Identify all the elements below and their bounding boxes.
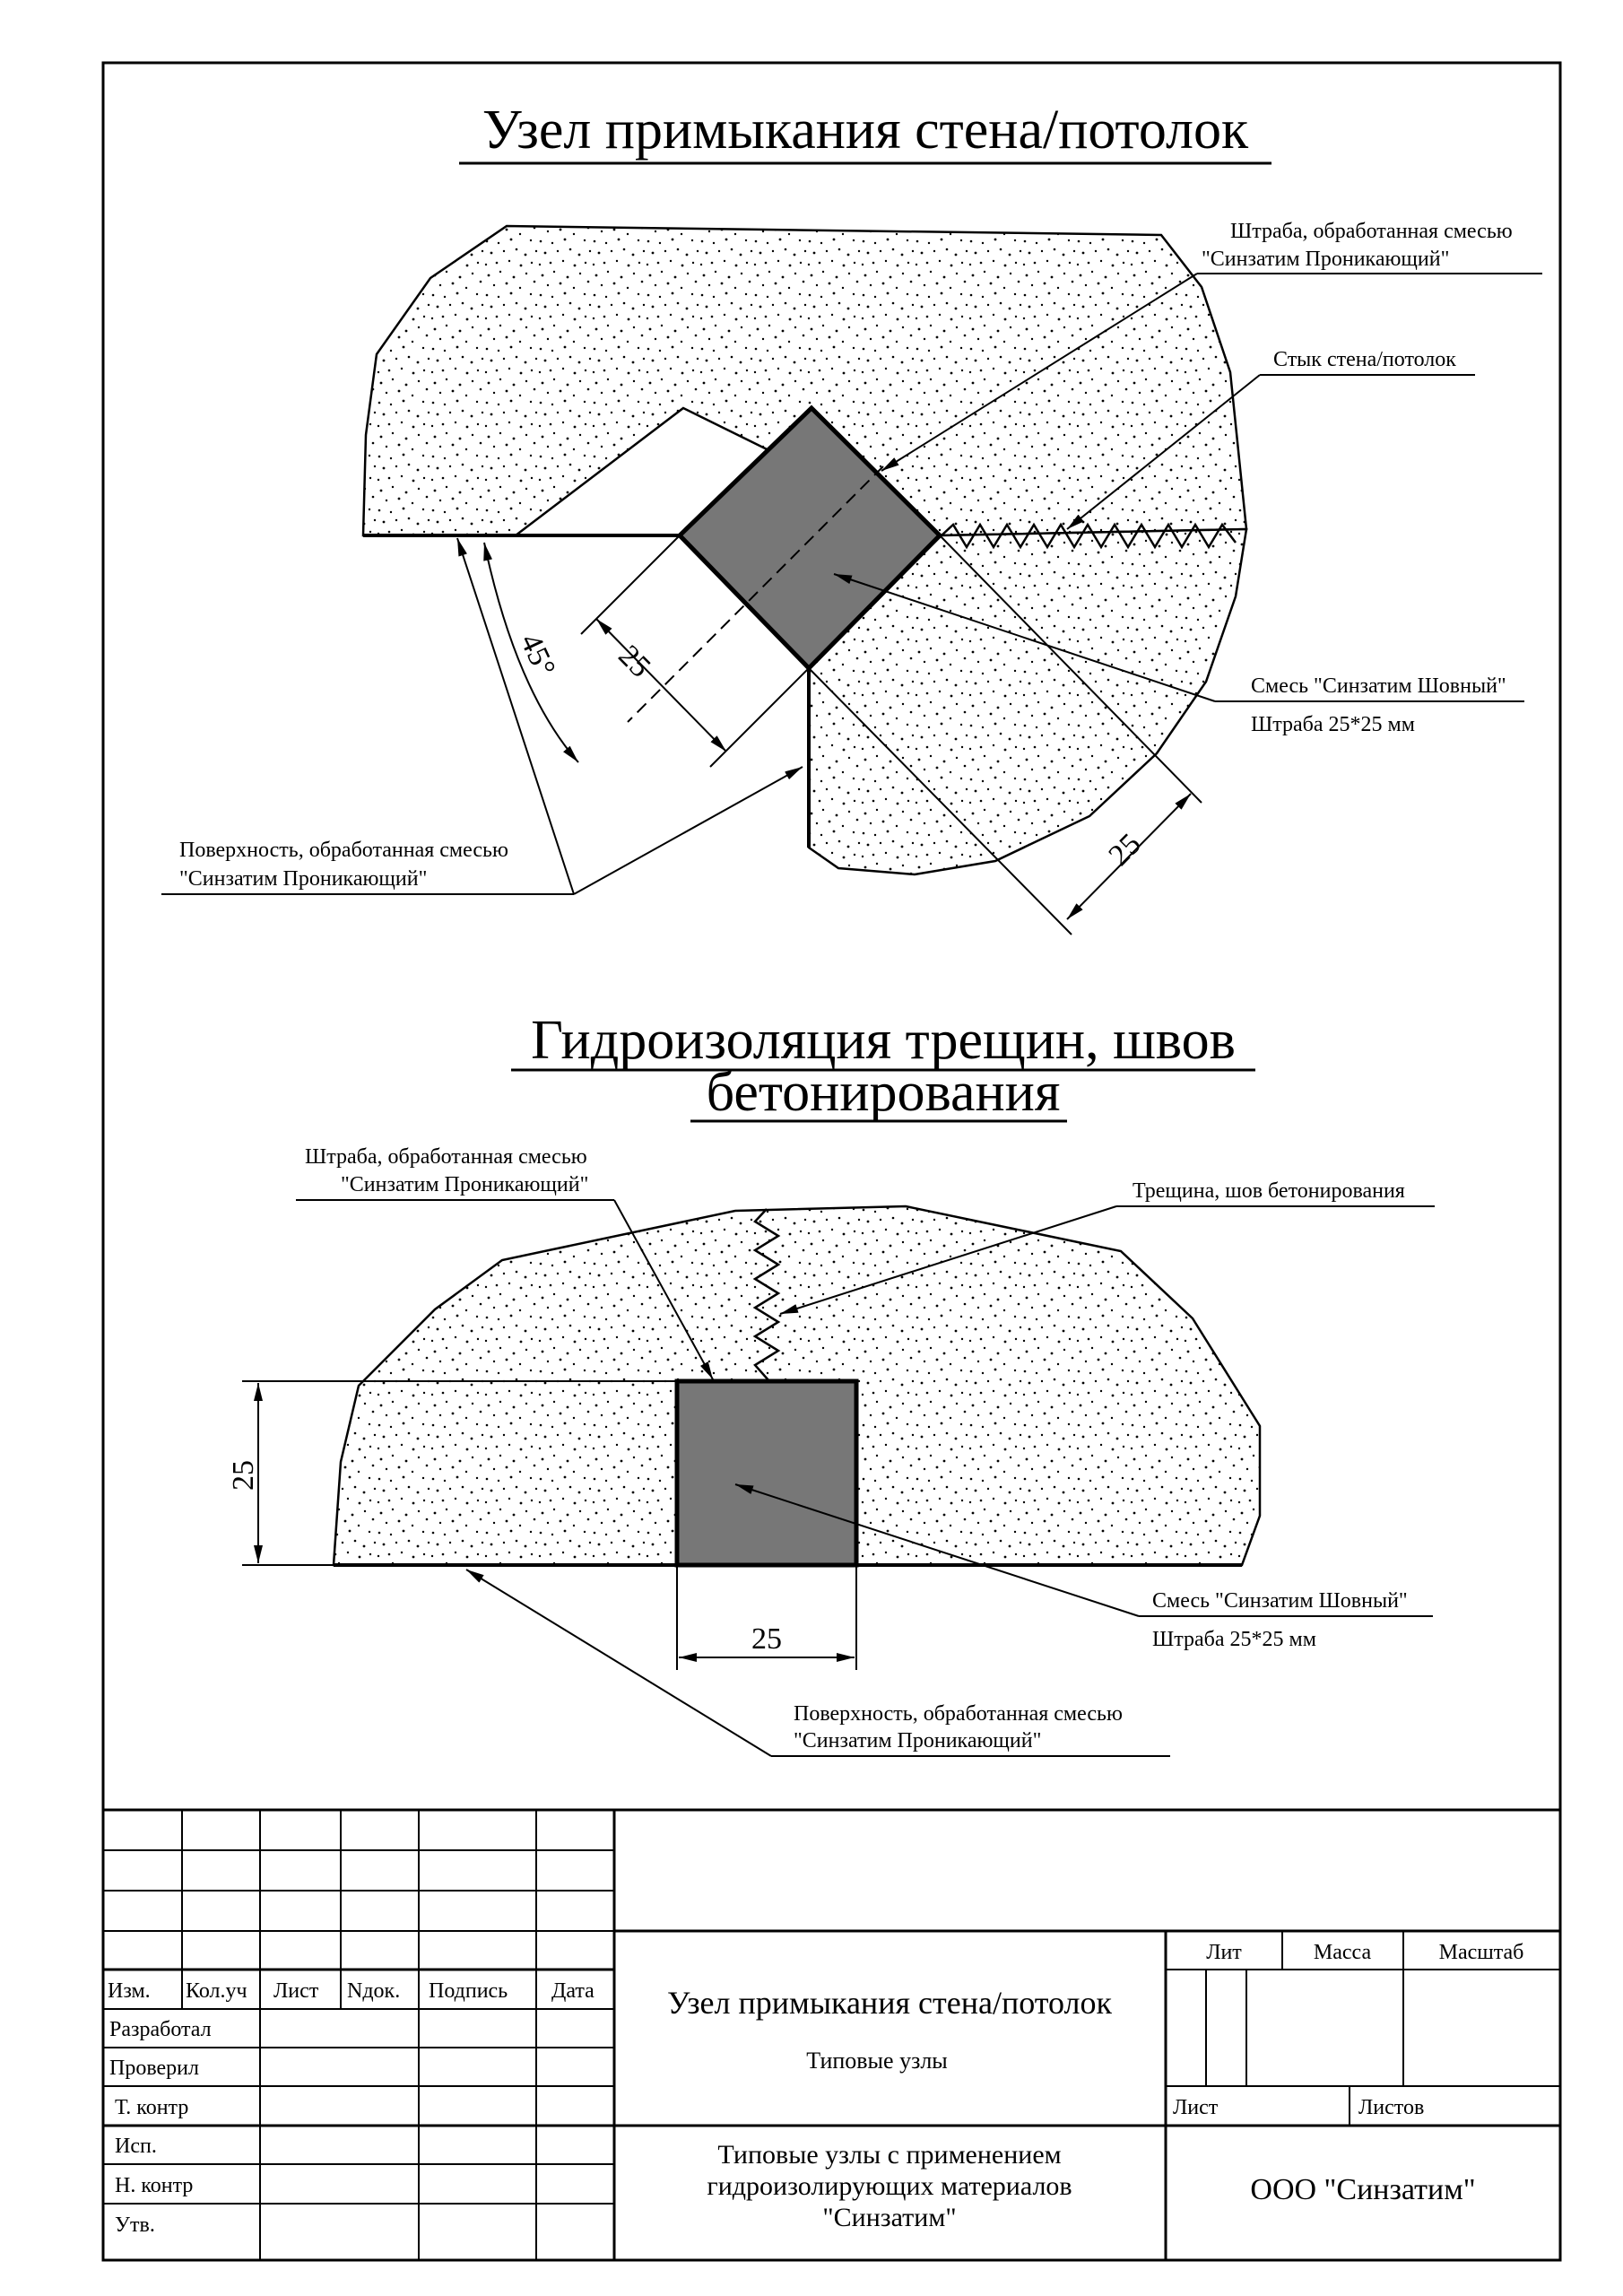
tb-sheets: Листов	[1358, 2096, 1425, 2119]
d2-label-surface-2: "Синзатим Проникающий"	[794, 1729, 1042, 1752]
dim-left-ext-2	[710, 668, 809, 767]
tb-role-developed: Разработал	[109, 2018, 212, 2041]
d1-label-surface-1: Поверхность, обработанная смесью	[179, 839, 508, 862]
d2-leader-surface	[466, 1570, 771, 1756]
d1-label-groove-treated-2: "Синзатим Проникающий"	[1202, 248, 1450, 271]
groove-filled-mix-2	[677, 1381, 856, 1565]
tb-drawing-subtitle: Типовые узлы	[806, 2048, 948, 2074]
tb-header-ndok: Nдок.	[347, 1979, 401, 2003]
drawing-1	[161, 100, 1542, 935]
d2-label-crack: Трещина, шов бетонирования	[1133, 1179, 1405, 1203]
drawing-2-title-2: бетонирования	[706, 1062, 1061, 1123]
tb-project-title-1: Типовые узлы с применением	[717, 2140, 1062, 2170]
tb-role-checked: Проверил	[109, 2057, 199, 2080]
drawing-2-title-1: Гидроизоляция трещин, швов	[531, 1010, 1236, 1071]
dim-left-value: 25	[612, 639, 657, 684]
drawing-2	[227, 1010, 1435, 1756]
tb-header-podpis: Подпись	[429, 1979, 508, 2003]
tb-company: ООО "Синзатим"	[1250, 2173, 1476, 2206]
d1-label-joint: Стык стена/потолок	[1273, 348, 1456, 371]
angle-value: 45°	[513, 629, 562, 682]
tb-role-executor: Исп.	[115, 2135, 157, 2158]
tb-project-title-2: гидроизолирующих материалов	[707, 2171, 1072, 2201]
dim-vertical-value: 25	[227, 1460, 260, 1491]
dim-horizontal-value: 25	[751, 1622, 782, 1656]
d2-label-groove-treated-1: Штраба, обработанная смесью	[305, 1145, 587, 1169]
title-block-text	[108, 1941, 1523, 2237]
tb-header-kol: Кол.уч	[186, 1979, 247, 2003]
d2-label-groove-treated-2: "Синзатим Проникающий"	[341, 1173, 589, 1196]
d1-leader-surface-to-wall	[574, 767, 803, 894]
dim-right-value: 25	[1102, 827, 1148, 873]
d1-label-surface-2: "Синзатим Проникающий"	[179, 867, 428, 891]
tb-header-data: Дата	[551, 1979, 595, 2003]
d1-label-groove-size: Штраба 25*25 мм	[1251, 713, 1415, 736]
angle-ext-line	[578, 634, 581, 762]
tb-sheet: Лист	[1173, 2096, 1219, 2119]
tb-header-list: Лист	[273, 1979, 319, 2003]
tb-role-tech-control: Т. контр	[115, 2096, 189, 2119]
dim-left-line	[596, 619, 726, 752]
d1-label-mix: Смесь "Синзатим Шовный"	[1251, 674, 1506, 698]
tb-drawing-name: Узел примыкания стена/потолок	[667, 1985, 1112, 2021]
drawing-1-title: Узел примыкания стена/потолок	[482, 100, 1249, 161]
tb-project-title-3: "Синзатим"	[822, 2203, 957, 2232]
tb-header-izm: Изм.	[108, 1979, 151, 2003]
tb-scale: Масштаб	[1438, 1941, 1524, 1964]
d2-label-groove-size: Штраба 25*25 мм	[1152, 1628, 1316, 1651]
tb-role-norm-control: Н. контр	[115, 2174, 194, 2197]
tb-role-approved: Утв.	[115, 2213, 155, 2237]
d2-label-mix: Смесь "Синзатим Шовный"	[1152, 1589, 1408, 1613]
tb-mass: Масса	[1313, 1941, 1372, 1964]
tb-lit: Лит	[1206, 1941, 1242, 1964]
d1-label-groove-treated-1: Штраба, обработанная смесью	[1230, 220, 1513, 243]
d2-label-surface-1: Поверхность, обработанная смесью	[794, 1702, 1123, 1726]
